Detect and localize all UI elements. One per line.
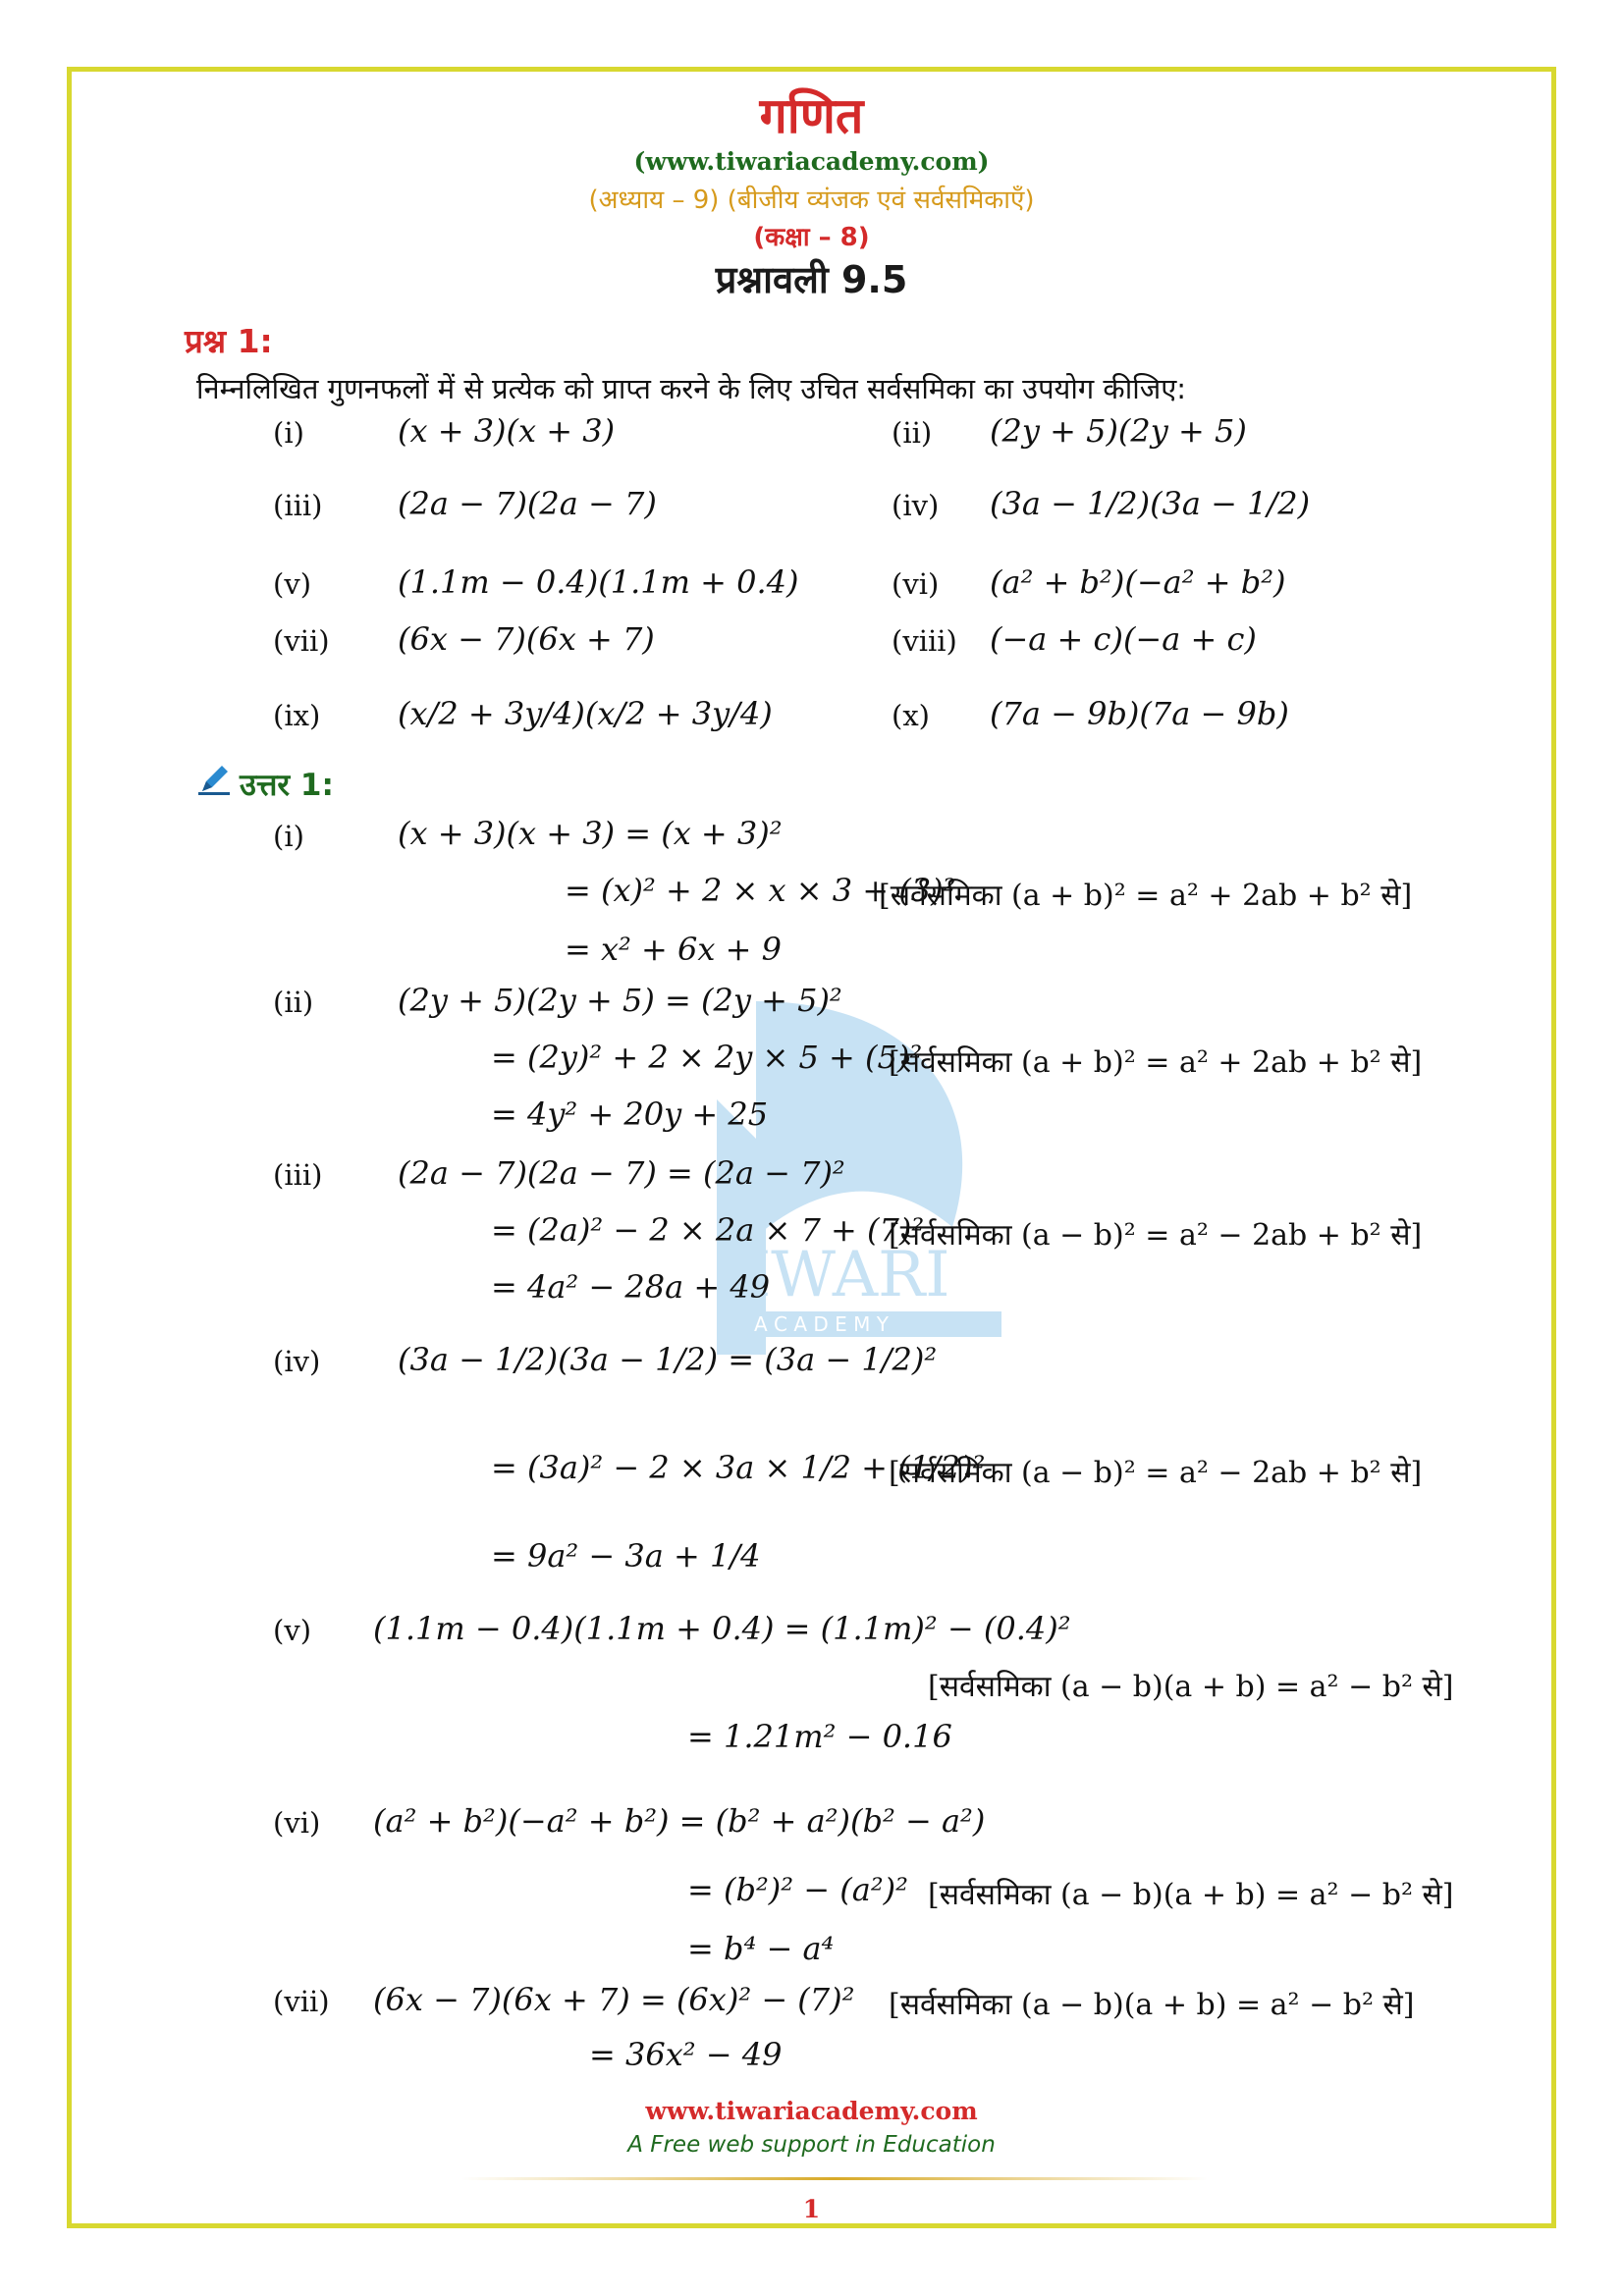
q-expr: (1.1m − 0.4)(1.1m + 0.4) [398, 563, 799, 601]
q-expr: (x/2 + 3y/4)(x/2 + 3y/4) [398, 695, 773, 732]
s-label: (iv) [273, 1345, 321, 1378]
watermark-subtext: A C A D E M Y [754, 1312, 889, 1336]
s-line: (2a − 7)(2a − 7) = (2a − 7)² [398, 1154, 845, 1192]
s-line: = 9a² − 3a + 1/4 [491, 1537, 761, 1575]
header-url[interactable]: (www.tiwariacademy.com) [633, 147, 990, 176]
q-label: (vi) [892, 567, 940, 601]
q-label: (v) [273, 567, 312, 601]
q-label: (iv) [892, 489, 940, 522]
s-line: (x + 3)(x + 3) = (x + 3)² [398, 815, 783, 852]
footer-url[interactable]: www.tiwariacademy.com [645, 2097, 978, 2125]
q-expr: (2y + 5)(2y + 5) [990, 412, 1247, 450]
s-line: = (2a)² − 2 × 2a × 7 + (7)² [491, 1211, 925, 1249]
s-label: (vii) [273, 1985, 330, 2018]
answer-heading [196, 764, 334, 805]
q-expr: (x + 3)(x + 3) [398, 412, 616, 450]
s-line: = 4a² − 28a + 49 [491, 1268, 771, 1306]
chapter-title: (अध्याय – 9) (बीजीय व्यंजक एवं सर्वसमिकाएँ) [588, 186, 1035, 215]
s-line: = 4y² + 20y + 25 [491, 1095, 769, 1133]
q-expr: (3a − 1/2)(3a − 1/2) [990, 485, 1311, 522]
s-identity: [सर्वसमिका (a − b)(a + b) = a² − b² से] [889, 1988, 1415, 2022]
s-label: (v) [273, 1614, 312, 1647]
s-line: = 36x² − 49 [589, 2036, 783, 2073]
page-number: 1 [802, 2195, 821, 2223]
q-expr: (6x − 7)(6x + 7) [398, 620, 655, 658]
q-label: (iii) [273, 489, 323, 522]
s-line: (3a − 1/2)(3a − 1/2) = (3a − 1/2)² [398, 1341, 938, 1378]
class-label: (कक्षा – 8) [753, 223, 870, 252]
q-expr: (7a − 9b)(7a − 9b) [990, 695, 1289, 732]
s-label: (i) [273, 820, 304, 853]
s-identity: [सर्वसमिका (a − b)² = a² − 2ab + b² से] [889, 1456, 1423, 1490]
answer-heading-text: उत्तर 1: [240, 768, 334, 803]
s-line: = (b²)² − (a²)² [687, 1871, 908, 1908]
s-label: (ii) [273, 986, 314, 1019]
s-line: (2y + 5)(2y + 5) = (2y + 5)² [398, 982, 842, 1019]
s-identity: [सर्वसमिका (a − b)(a + b) = a² − b² से] [928, 1878, 1454, 1912]
question-heading: प्रश्न 1: [185, 322, 273, 360]
q-label: (i) [273, 416, 304, 450]
q-label: (ix) [273, 699, 321, 732]
question-instruction: निम्नलिखित गुणनफलों में से प्रत्येक को प्राप्त करने के लिए उचित सर्वसमिका का उपयोग कीजिए: [196, 372, 1187, 405]
s-line: = 1.21m² − 0.16 [687, 1718, 952, 1755]
q-label: (ii) [892, 416, 933, 450]
watermark-text: IWARI [746, 1239, 950, 1311]
s-line: (1.1m − 0.4)(1.1m + 0.4) = (1.1m)² − (0.4)² [373, 1610, 1071, 1647]
q-label: (viii) [892, 624, 957, 658]
q-expr: (a² + b²)(−a² + b²) [990, 563, 1286, 601]
s-line: = (2y)² + 2 × 2y × 5 + (5)² [491, 1039, 923, 1076]
q-label: (vii) [273, 624, 330, 658]
s-line: = b⁴ − a⁴ [687, 1930, 835, 1967]
s-identity: [सर्वसमिका (a + b)² = a² + 2ab + b² से] [879, 879, 1413, 913]
s-identity: [सर्वसमिका (a − b)² = a² − 2ab + b² से] [889, 1218, 1423, 1253]
s-line: = x² + 6x + 9 [565, 931, 782, 968]
footer-tagline: A Free web support in Education [627, 2132, 996, 2158]
q-expr: (2a − 7)(2a − 7) [398, 485, 657, 522]
footer-divider [461, 2177, 1208, 2180]
q-label: (x) [892, 699, 930, 732]
s-line: (a² + b²)(−a² + b²) = (b² + a²)(b² − a²) [373, 1802, 986, 1840]
exercise-title: प्रश्नावली 9.5 [715, 258, 908, 301]
s-identity: [सर्वसमिका (a + b)² = a² + 2ab + b² से] [889, 1045, 1423, 1080]
page-title: गणित [759, 87, 864, 144]
s-line: = (x)² + 2 × x × 3 + (3)² [565, 872, 956, 909]
s-line: = (3a)² − 2 × 3a × 1/2 + (1/2)² [491, 1449, 986, 1486]
s-label: (iii) [273, 1158, 323, 1192]
s-identity: [सर्वसमिका (a − b)(a + b) = a² − b² से] [928, 1670, 1454, 1704]
s-label: (vi) [273, 1806, 321, 1840]
s-line: (6x − 7)(6x + 7) = (6x)² − (7)² [373, 1981, 855, 2018]
pencil-icon [196, 762, 232, 797]
q-expr: (−a + c)(−a + c) [990, 620, 1257, 658]
